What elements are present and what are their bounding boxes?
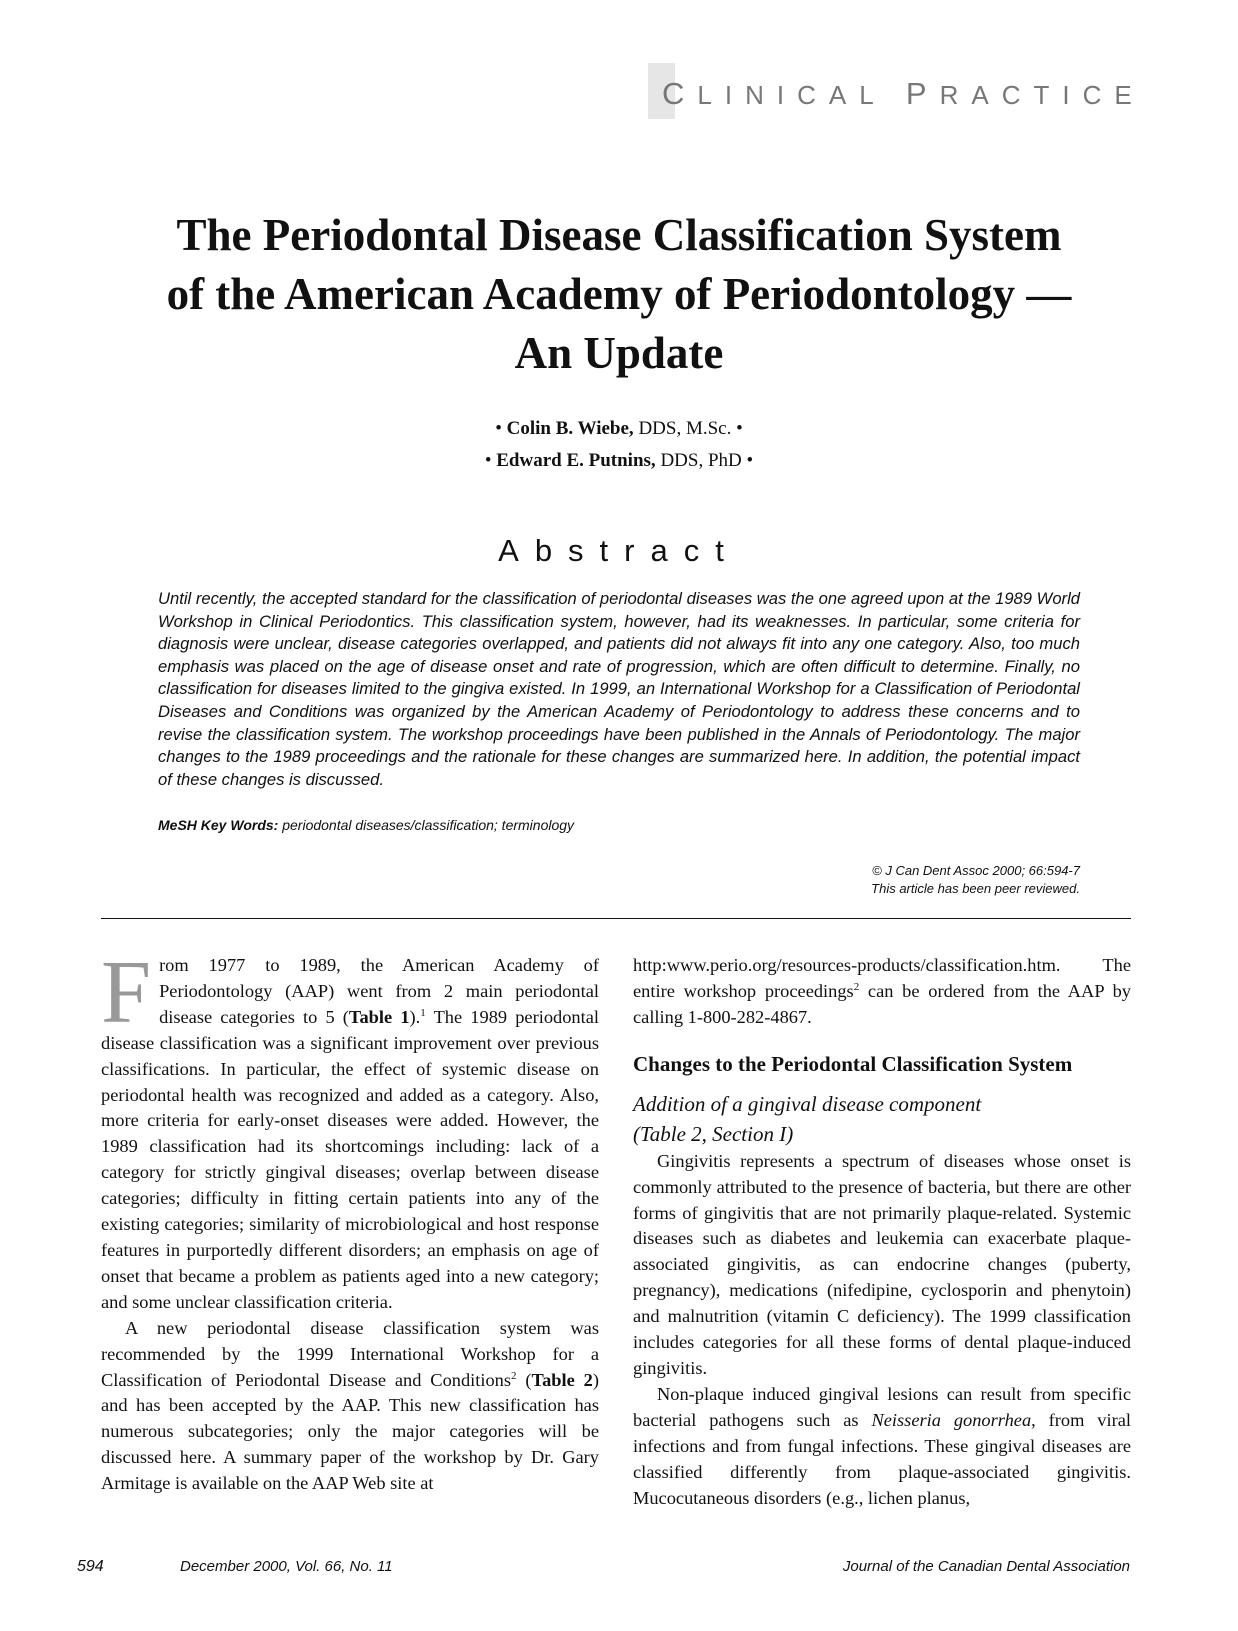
drop-cap: F [101, 943, 152, 1042]
web-link[interactable]: http:www.perio.org/resources-products/classification.htm. The entire workshop proceedings [633, 955, 1131, 1001]
reference-mark: 2 [511, 1369, 517, 1382]
table-ref: Table 2 [531, 1369, 593, 1390]
body-column-right [633, 953, 1131, 1511]
mesh-keywords [158, 817, 574, 833]
author-2: • Edward E. Putnins, DDS, PhD • [484, 450, 754, 471]
body-column-left [101, 943, 599, 1497]
paragraph: http:www.perio.org/resources-products/classification.htm. The entire workshop proceedings$^2$ can be ordered from the AAP by calling 1-800-282-4867. [633, 955, 1131, 1027]
section-tag [648, 63, 1148, 119]
divider-rule [101, 918, 1131, 919]
page-number: 594 [77, 1558, 104, 1575]
paragraph: Non-plaque induced gingival lesions can result from specific bacterial pathogens such as Neisseria gonorrhea, from viral infections and from fungal infections. These gingival diseases are classified differently from plaque-associated gingivitis. Mucocutaneous disorders (e.g., lichen planus, [633, 1383, 1131, 1508]
abstract-heading: Abstract [498, 533, 740, 568]
title-line-2: of the American Academy of Periodontology — [166, 269, 1072, 319]
keywords-label: MeSH Key Words: [158, 817, 279, 833]
journal-name: Journal of the Canadian Dental Association [842, 1558, 1130, 1575]
subsection-heading: Addition of a gingival disease component (Table 2, Section I) [633, 1091, 982, 1146]
paragraph: From 1977 to 1989, the American Academy of Periodontology (AAP) went from 2 main periodontal disease categories to 5 (Table 1).$^1$ The 1989 periodontal disease classification was a significant improvement over previous classifications. In particular, the effect of systemic disease on periodontal health was recognized and added as a category. Also, more criteria for early-onset diseases were added. However, the 1989 classification had its shortcomings including: lack of a category for strictly gingival diseases; overlap between disease categories; difficulty in fitting certain patients into any of the existing categories; similarity of microbiological and host response features in purportedly different disorders; an emphasis on age of onset that became a problem as patients aged into a new category; and some unclear classification criteria. [101, 943, 599, 1312]
article-title [100, 206, 1138, 383]
paragraph: Gingivitis represents a spectrum of diseases whose onset is commonly attributed to the presence of bacteria, but there are other forms of gingivitis that are not primarily plaque-related. Systemic diseases such as diabetes and leukemia can exacerbate plaque-associated gingivitis, as can endocrine changes (puberty, pregnancy), medications (nifedipine, cyclosporin and phenytoin) and malnutrition (vitamin C deficiency). The 1999 classification includes categories for all these forms of dental plaque-induced gingivitis. [633, 1150, 1131, 1378]
section-label: CLINICAL PRACTICE [662, 76, 1145, 111]
abstract-text: Until recently, the accepted standard for the classification of periodontal diseases was the one agreed upon at the 1989 World Workshop in Clinical Periodontics. This classification system, however, had its weaknesses. In particular, some criteria for diagnosis were unclear, disease categories overlapped, and patients did not always fit into any one category. Also, too much emphasis was placed on the age of disease onset and rate of progression, which are often difficult to determine. Finally, no classification for diseases limited to the gingiva existed. In 1999, an International Workshop for a Classification of Periodontal Diseases and Conditions was organized by the American Academy of Periodontology to address these concerns and to revise the classification system. The workshop proceedings have been published in the Annals of Periodontology. The major changes to the 1989 proceedings and the rationale for these changes are summarized here. In addition, the potential impact of these changes is discussed. [158, 589, 1080, 789]
author-list [300, 413, 938, 477]
citation: © J Can Dent Assoc 2000; 66:594-7 This article has been peer reviewed. [871, 863, 1080, 896]
reference-mark: 1 [420, 1006, 426, 1019]
title-line-1: The Periodontal Disease Classification System [176, 210, 1062, 260]
keywords-text: periodontal diseases/classification; terminology [282, 817, 575, 833]
reference-mark: 2 [853, 980, 860, 993]
section-heading: Changes to the Periodontal Classification System [633, 1051, 1073, 1076]
paragraph: A new periodontal disease classification system was recommended by the 1999 International Workshop for a Classification of Periodontal Disease and Conditions$^2$ (Table 2) and has been accepted by the AAP. This new classification has numerous subcategories; only the major categories will be discussed here. A summary paper of the workshop by Dr. Gary Armitage is available on the AAP Web site at [101, 1317, 599, 1494]
table-ref: Table 1 [348, 1006, 410, 1027]
species-name: Neisseria gonorrhea [871, 1409, 1032, 1430]
title-line-3: An Update [514, 328, 724, 378]
issue-info: December 2000, Vol. 66, No. 11 [180, 1558, 393, 1575]
author-1: • Colin B. Wiebe, DDS, M.Sc. • [495, 418, 743, 439]
